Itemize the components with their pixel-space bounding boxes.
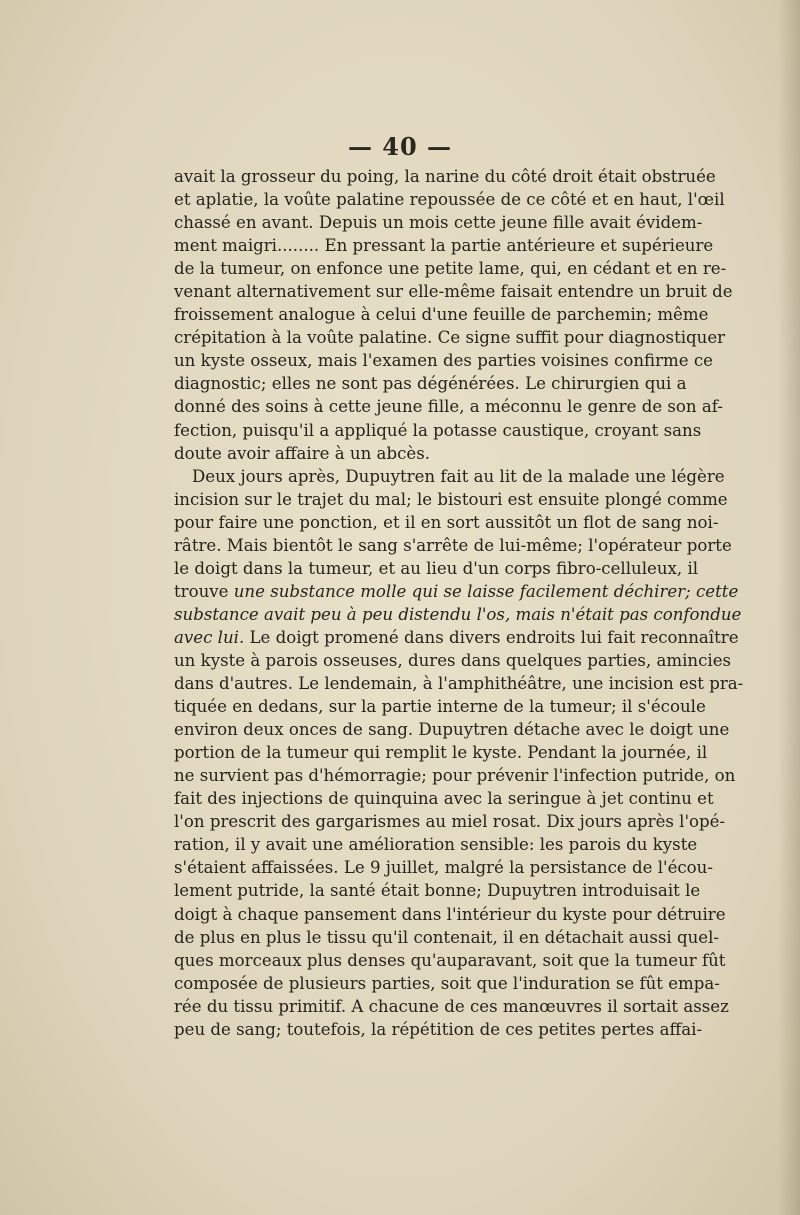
page-edge-shadow xyxy=(778,0,800,1215)
italic-segment: avec lui. xyxy=(174,627,245,647)
paragraph xyxy=(174,465,744,1041)
text-line: environ deux onces de sang. Dupuytren détache avec le doigt une xyxy=(174,720,730,740)
italic-segment: une substance molle qui se laisse facilement déchirer; cette xyxy=(233,581,739,601)
text-line: Deux jours après, Dupuytren fait au lit de la malade une légère xyxy=(192,466,725,486)
text-line: doigt à chaque pansement dans l'intérieur du kyste pour détruire xyxy=(174,904,726,924)
text-line: diagnostic; elles ne sont pas dégénérées. Le chirurgien qui a xyxy=(174,374,687,394)
text-line: lement putride, la santé était bonne; Dupuytren introduisait le xyxy=(174,881,701,901)
text-line: dans d'autres. Le lendemain, à l'amphithéâtre, une incision est pra- xyxy=(174,674,744,694)
text-line: portion de la tumeur qui remplit le kyste. Pendant la journée, il xyxy=(174,743,708,763)
text-line: s'étaient affaissées. Le 9 juillet, malgré la persistance de l'écou- xyxy=(174,858,713,878)
text-line: un kyste à parois osseuses, dures dans quelques parties, amincies xyxy=(174,650,732,670)
body-text xyxy=(174,165,744,1041)
text-line: incision sur le trajet du mal; le bistouri est ensuite plongé comme xyxy=(174,489,728,509)
italic-line: substance avait peu à peu distendu l'os, mais n'était pas confondue xyxy=(174,604,742,624)
text-segment: trouve xyxy=(174,581,234,601)
text-line: froissement analogue à celui d'une feuille de parchemin; même xyxy=(174,305,709,325)
text-line: ne survient pas d'hémorragie; pour prévenir l'infection putride, on xyxy=(174,766,736,786)
text-line: doute avoir affaire à un abcès. xyxy=(174,443,430,463)
text-line: tiquée en dedans, sur la partie interne de la tumeur; il s'écoule xyxy=(174,697,706,717)
text-line: ment maigri........ En pressant la partie antérieure et supérieure xyxy=(174,236,714,256)
text-line: venant alternativement sur elle-même faisait entendre un bruit de xyxy=(174,282,733,302)
text-line: avait la grosseur du poing, la narine du côté droit était obstruée xyxy=(174,167,716,186)
text-line: le doigt dans la tumeur, et au lieu d'un corps fibro-celluleux, il xyxy=(174,558,699,578)
text-line: râtre. Mais bientôt le sang s'arrête de lui-même; l'opérateur porte xyxy=(174,535,732,555)
text-line: ration, il y avait une amélioration sensible: les parois du kyste xyxy=(174,835,698,855)
text-segment: Le doigt promené dans divers endroits lui fait reconnaître xyxy=(244,627,739,647)
text-line: crépitation à la voûte palatine. Ce signe suffit pour diagnostiquer xyxy=(174,328,726,348)
text-line: rée du tissu primitif. A chacune de ces manœuvres il sortait assez xyxy=(174,996,729,1016)
text-line: peu de sang; toutefois, la répétition de ces petites pertes affai- xyxy=(174,1019,703,1039)
text-line: et aplatie, la voûte palatine repoussée de ce côté et en haut, l'œil xyxy=(174,190,725,210)
text-line-mixed xyxy=(174,580,739,603)
text-line: composée de plusieurs parties, soit que l'induration se fût empa- xyxy=(174,973,720,993)
text-line: de plus en plus le tissu qu'il contenait, il en détachait aussi quel- xyxy=(174,927,720,947)
text-line: ques morceaux plus denses qu'auparavant, soit que la tumeur fût xyxy=(174,950,726,970)
text-line: l'on prescrit des gargarismes au miel rosat. Dix jours après l'opé- xyxy=(174,812,726,832)
page-number: — 40 — xyxy=(347,132,453,161)
text-line-mixed xyxy=(174,626,739,649)
text-line: un kyste osseux, mais l'examen des parties voisines confirme ce xyxy=(174,351,713,371)
text-line: fait des injections de quinquina avec la seringue à jet continu et xyxy=(174,789,714,809)
text-line: de la tumeur, on enfonce une petite lame, qui, en cédant et en re- xyxy=(174,259,727,279)
text-line: fection, puisqu'il a appliqué la potasse caustique, croyant sans xyxy=(174,420,702,440)
text-line: chassé en avant. Depuis un mois cette jeune fille avait évidem- xyxy=(174,213,703,233)
text-line: pour faire une ponction, et il en sort aussitôt un flot de sang noi- xyxy=(174,512,719,532)
paragraph xyxy=(174,165,733,465)
text-line: donné des soins à cette jeune fille, a méconnu le genre de son af- xyxy=(174,397,723,417)
